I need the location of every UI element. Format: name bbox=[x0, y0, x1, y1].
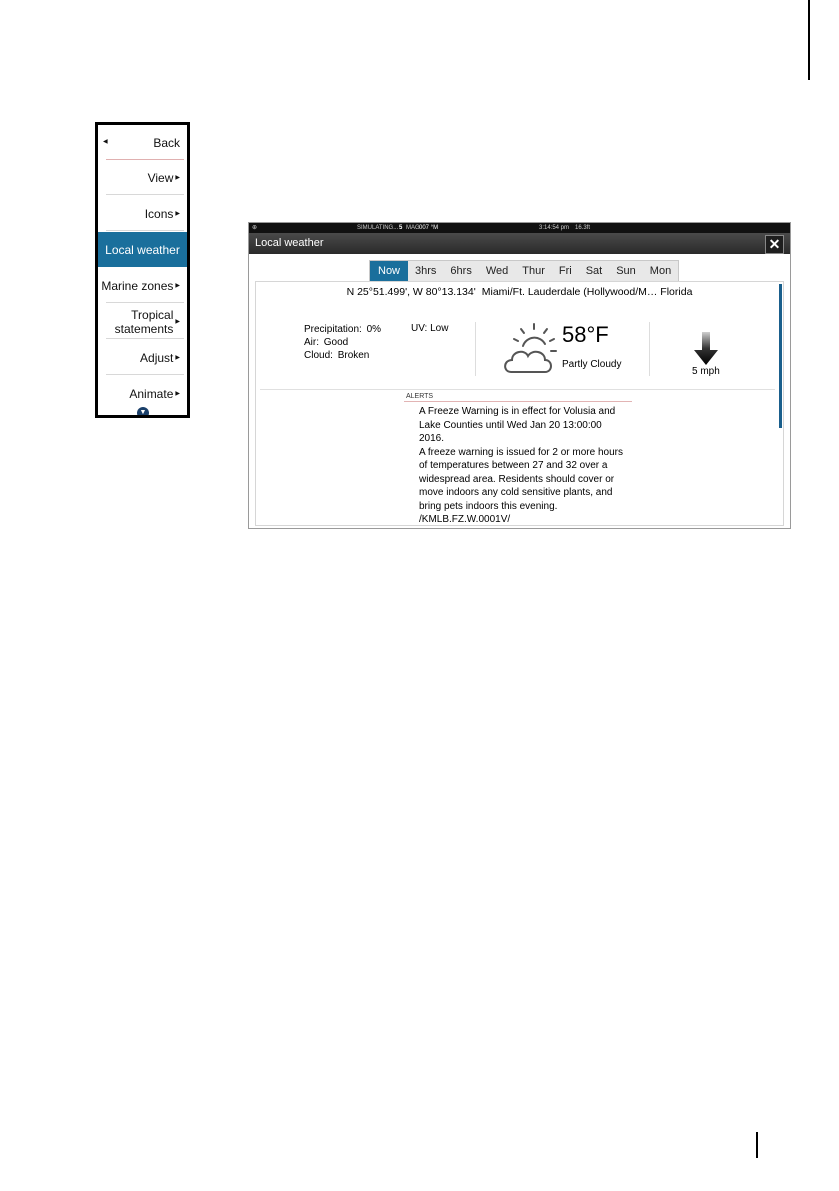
tab-6hrs[interactable]: 6hrs bbox=[450, 265, 472, 277]
tab-sun[interactable]: Sun bbox=[616, 265, 636, 277]
tab-mon[interactable]: Mon bbox=[649, 265, 672, 277]
alerts-underline bbox=[404, 401, 632, 402]
alert-line: bring pets indoors this evening. bbox=[419, 500, 558, 512]
alert-line: A freeze warning is issued for 2 or more hours bbox=[419, 446, 623, 458]
alert-line: move indoors any cold sensitive plants, and bbox=[419, 487, 613, 498]
alert-line: /KMLB.FZ.W.0001V/ bbox=[419, 514, 511, 525]
wind-direction-arrow-icon bbox=[693, 332, 719, 366]
back-arrow-icon: ◀ bbox=[103, 139, 108, 145]
page-corner-mark bbox=[808, 0, 810, 80]
divider bbox=[260, 389, 775, 390]
alert-line: widespread area. Residents should cover or bbox=[419, 473, 615, 485]
status-heading: 5 bbox=[399, 225, 403, 231]
location-name: Miami/Ft. Lauderdale (Hollywood/M… Florida bbox=[481, 286, 693, 298]
wind-speed: 5 mph bbox=[692, 366, 720, 377]
air-label: Air: bbox=[304, 337, 319, 348]
tab-3hrs[interactable]: 3hrs bbox=[415, 265, 437, 277]
menu-item-label: Icons bbox=[144, 206, 174, 221]
alert-line: A Freeze Warning is in effect for Volusia and bbox=[419, 406, 616, 417]
cloud-label: Cloud: bbox=[304, 350, 333, 361]
submenu-arrow-icon: ▶ bbox=[175, 283, 180, 289]
alert-text bbox=[419, 405, 649, 526]
panel-scrollbar[interactable] bbox=[779, 284, 782, 428]
menu-item-adjust[interactable] bbox=[98, 340, 187, 375]
precipitation-label: Precipitation: bbox=[304, 324, 362, 335]
precipitation-value: 0% bbox=[366, 324, 382, 335]
close-button[interactable]: ✕ bbox=[765, 235, 784, 254]
menu-item-animate[interactable] bbox=[98, 376, 187, 411]
uv-index bbox=[411, 323, 448, 334]
menu-item-label: Local weather bbox=[105, 242, 180, 257]
air-value: Good bbox=[323, 337, 349, 348]
submenu-arrow-icon: ▶ bbox=[175, 175, 180, 181]
menu-item-marine-zones[interactable] bbox=[98, 268, 187, 303]
temperature: 58°F bbox=[562, 322, 609, 347]
status-bar bbox=[249, 223, 790, 233]
menu-item-icons[interactable] bbox=[98, 196, 187, 231]
status-heading-unit: MAG bbox=[406, 225, 420, 231]
cloud-value: Broken bbox=[337, 350, 370, 361]
menu-item-view[interactable] bbox=[98, 160, 187, 195]
uv-label: UV: bbox=[411, 323, 428, 334]
menu-item-label: Animate bbox=[129, 386, 174, 401]
tab-sat[interactable]: Sat bbox=[585, 265, 603, 277]
menu-item-label: Adjust bbox=[140, 350, 174, 365]
menu-item-label: Marine zones bbox=[101, 278, 174, 293]
status-depth: 16.3ft bbox=[575, 225, 591, 231]
alert-line: of temperatures between 27 and 32 over a bbox=[419, 460, 608, 471]
divider bbox=[475, 322, 476, 376]
submenu-arrow-icon: ▶ bbox=[175, 355, 180, 361]
divider bbox=[649, 322, 650, 376]
menu-item-label: View bbox=[147, 170, 174, 185]
page-edge-mark bbox=[756, 1132, 758, 1158]
position-line bbox=[256, 286, 783, 298]
coordinates: N 25°51.499', W 80°13.134' bbox=[346, 286, 476, 298]
uv-value: Low bbox=[430, 323, 449, 334]
status-simulating: SIMULATING... bbox=[357, 225, 399, 231]
window-titlebar bbox=[249, 233, 790, 254]
weather-side-menu bbox=[95, 122, 190, 418]
menu-item-local-weather[interactable] bbox=[98, 232, 187, 267]
menu-item-tropical-statements[interactable] bbox=[98, 304, 187, 339]
tab-wed[interactable]: Wed bbox=[485, 265, 509, 277]
alert-line: Lake Counties until Wed Jan 20 13:00:00 bbox=[419, 419, 602, 431]
partly-cloudy-icon bbox=[501, 322, 559, 377]
menu-item-back[interactable] bbox=[98, 125, 187, 160]
alerts-heading: ALERTS bbox=[406, 393, 434, 400]
menu-item-label: Tropical statements bbox=[114, 307, 174, 336]
forecast-tabs bbox=[369, 260, 679, 282]
status-time: 3:14:54 pm bbox=[539, 225, 570, 231]
globe-icon: ⊕ bbox=[252, 225, 258, 231]
condition: Partly Cloudy bbox=[562, 359, 622, 370]
submenu-arrow-icon: ▶ bbox=[175, 211, 180, 217]
alert-line: 2016. bbox=[419, 433, 445, 444]
scroll-down-icon[interactable]: ▼ bbox=[137, 407, 149, 418]
tab-fri[interactable]: Fri bbox=[558, 265, 572, 277]
submenu-arrow-icon: ▶ bbox=[175, 319, 180, 325]
local-weather-window bbox=[248, 222, 791, 529]
status-cog: 007 °M bbox=[419, 225, 439, 231]
weather-detail-panel bbox=[255, 281, 784, 526]
tab-now[interactable]: Now bbox=[370, 261, 408, 281]
tab-thur[interactable]: Thur bbox=[522, 265, 545, 277]
menu-item-label: Back bbox=[153, 135, 180, 150]
conditions-stats bbox=[304, 323, 381, 362]
window-title: Local weather bbox=[255, 237, 324, 249]
submenu-arrow-icon: ▶ bbox=[175, 391, 180, 397]
